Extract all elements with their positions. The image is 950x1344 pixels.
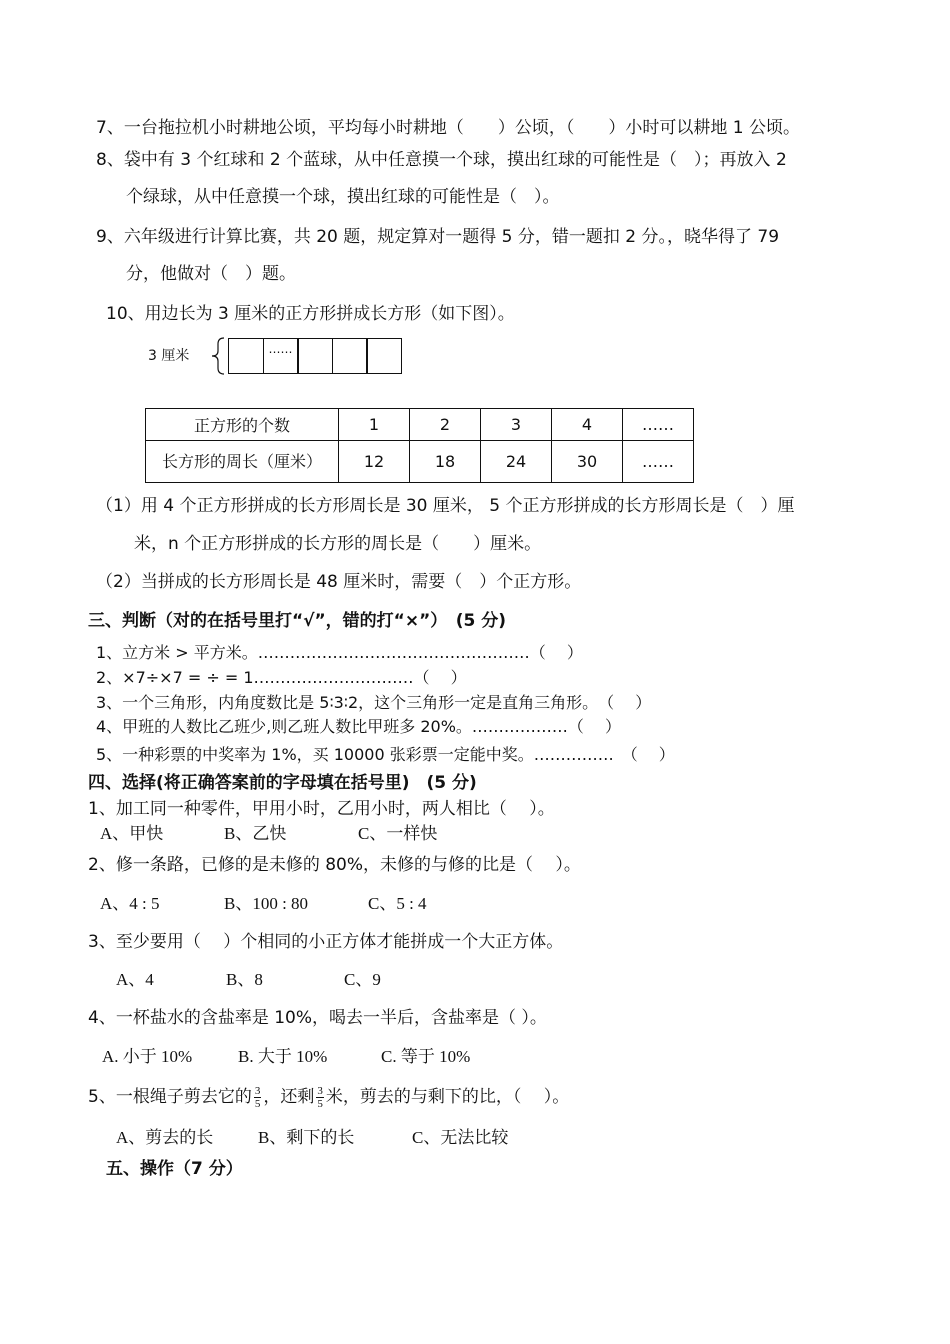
table-cell: 1 [339,409,410,441]
choice-option: A、剪去的长 [116,1128,214,1147]
square [297,338,333,374]
table-cell: 30 [552,441,623,483]
choice-option: A、4 : 5 [100,894,160,913]
square [228,338,264,374]
choice-option: A、4 [116,970,154,989]
judgment-item-3: 3、一个三角形，内角度数比是 5∶3∶2，这个三角形一定是直角三角形。 （ ） [96,693,652,712]
choice-option: B、8 [226,970,263,989]
choice-option: C、一样快 [358,824,438,843]
row-header: 长方形的周长（厘米） [146,441,339,483]
choice-option: C. 等于 10% [381,1047,471,1066]
squares-figure [228,338,402,374]
square [332,338,368,374]
question-9-line1: 9、六年级进行计算比赛，共 20 题，规定算对一题得 5 分，错一题扣 2 分。，晓华得了 79 [96,227,780,247]
choice-question-1: 1、加工同一种零件，甲用小时，乙用小时，两人相比（ ）。 [88,799,555,819]
choice-option: C、9 [344,970,381,989]
table-cell: 24 [481,441,552,483]
section-4-title: 四、选择(将正确答案前的字母填在括号里) (5 分) [88,773,477,793]
fraction: $\frac{3}{5}$ [317,1084,323,1110]
table-row [146,441,694,483]
judgment-item-2: 2、×7÷×7 = ÷ = 1…………………………（ ） [96,668,467,687]
choice-question-4: 4、一杯盐水的含盐率是 10%，喝去一半后，含盐率是（ ）。 [88,1008,547,1028]
q5-text-part3: 米，剪去的与剩下的比，（ ）。 [325,1087,570,1107]
row-header: 正方形的个数 [146,409,339,441]
q5-text-part2: ，还剩 [263,1087,315,1107]
perimeter-table [145,408,694,483]
table-cell: 3 [481,409,552,441]
question-10-sub1-line2: 米，n 个正方形拼成的长方形的周长是（ ）厘米。 [134,534,542,554]
choice-question-5 [88,1080,569,1114]
choice-option: B、剩下的长 [258,1128,355,1147]
table-cell: 4 [552,409,623,441]
question-8-line2: 个绿球，从中任意摸一个球，摸出红球的可能性是（ ）。 [126,187,560,207]
question-9-line2: 分，他做对（ ）题。 [126,264,296,284]
table-cell: 2 [410,409,481,441]
choice-option: C、5 : 4 [368,894,427,913]
choice-option: B、乙快 [224,824,287,843]
judgment-item-5: 5、一种彩票的中奖率为 1%，买 10000 张彩票一定能中奖。…………… （ ） [96,745,675,764]
table-cell: 12 [339,441,410,483]
section-5-title: 五、操作（7 分） [106,1159,243,1179]
question-8-line1: 8、袋中有 3 个红球和 2 个蓝球，从中任意摸一个球，摸出红球的可能性是（ ）；再放入 2 [96,150,787,170]
table-cell: …… [623,441,694,483]
question-10-sub1-line1: （1）用 4 个正方形拼成的长方形周长是 30 厘米， 5 个正方形拼成的长方形周长是（ ）厘 [96,496,795,516]
table-cell: 18 [410,441,481,483]
choice-option: B. 大于 10% [238,1047,328,1066]
square [366,338,402,374]
choice-question-2: 2、修一条路，已修的是未修的 80%，未修的与修的比是（ ）。 [88,855,581,875]
choice-option: A、甲快 [100,824,164,843]
side-length-label: 3 厘米 [148,348,190,364]
table-row [146,409,694,441]
choice-option: B、100 : 80 [224,894,309,913]
question-10: 10、用边长为 3 厘米的正方形拼成长方形（如下图）。 [106,304,515,324]
q5-text-part1: 5、一根绳子剪去它的 [88,1087,252,1107]
brace-icon [208,336,226,376]
question-10-sub2: （2）当拼成的长方形周长是 48 厘米时，需要（ ）个正方形。 [96,572,582,592]
question-7: 7、一台拖拉机小时耕地公顷，平均每小时耕地（ ）公顷，（ ）小时可以耕地 1 公顷。 [96,118,800,138]
fraction: $\frac{3}{5}$ [254,1084,261,1110]
judgment-item-1: 1、立方米 > 平方米。……………………………………………（ ） [96,643,583,662]
choice-option: A. 小于 10% [102,1047,193,1066]
judgment-item-4: 4、甲班的人数比乙班少,则乙班人数比甲班多 20%。………………（ ） [96,717,622,736]
choice-question-3: 3、至少要用（ ）个相同的小正方体才能拼成一个大正方体。 [88,932,564,952]
choice-option: C、无法比较 [412,1128,509,1147]
square-dots: …… [263,338,299,374]
section-3-title: 三、判断（对的在括号里打“√”，错的打“×”） (5 分) [88,611,507,631]
table-cell: …… [623,409,694,441]
